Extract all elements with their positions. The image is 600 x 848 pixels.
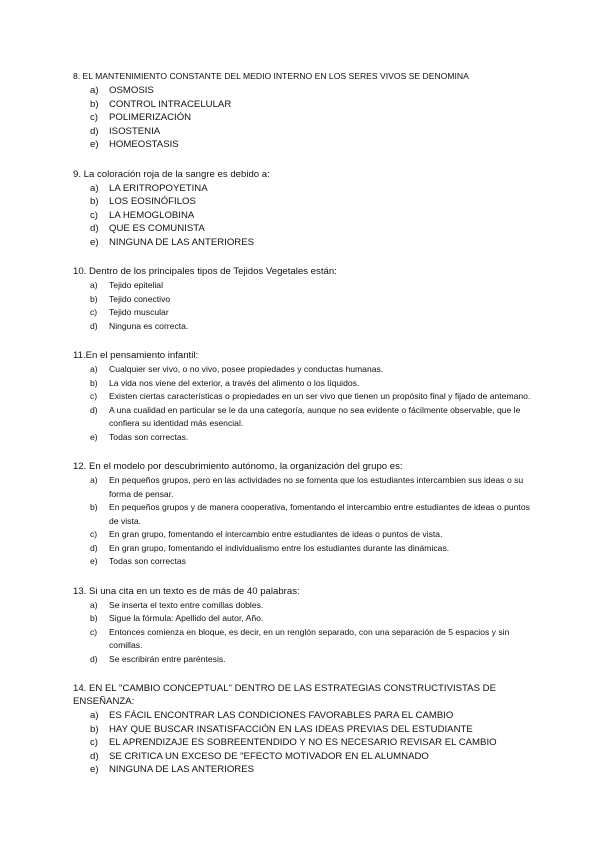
option-item <box>73 195 533 209</box>
option-letter: c) <box>90 307 98 317</box>
option-letter: a) <box>90 280 98 290</box>
option-letter: b) <box>90 613 98 623</box>
question-12 <box>73 460 533 569</box>
question-14 <box>73 682 533 777</box>
option-text: LA HEMOGLOBINA <box>109 209 195 221</box>
question-10 <box>73 265 533 333</box>
option-item <box>73 236 533 250</box>
option-letter: d) <box>90 223 99 234</box>
option-item <box>73 279 533 293</box>
option-text: NINGUNA DE LAS ANTERIORES <box>109 764 255 775</box>
option-item <box>73 306 533 320</box>
option-letter: b) <box>90 377 98 388</box>
option-letter: c) <box>90 209 98 221</box>
option-list <box>73 84 533 152</box>
question-13 <box>73 585 533 667</box>
option-letter: d) <box>90 404 98 415</box>
option-text: HOMEOSTASIS <box>109 139 179 150</box>
option-text: Se escribirán entre paréntesis. <box>109 653 226 664</box>
option-list <box>73 599 533 667</box>
option-text: SE CRITICA UN EXCESO DE "EFECTO MOTIVADOR EN EL ALUMNADO <box>109 750 429 762</box>
option-letter: a) <box>90 364 98 374</box>
option-text: LA ERITROPOYETINA <box>109 182 208 194</box>
question-title: 10. Dentro de los principales tipos de Tejidos Vegetales están: <box>73 266 337 277</box>
option-letter: b) <box>90 293 98 304</box>
option-item <box>73 431 533 445</box>
option-text: POLIMERIZACIÓN <box>109 112 192 123</box>
question-title: 9. La coloración roja de la sangre es debido a: <box>73 168 270 180</box>
option-letter: c) <box>90 391 98 401</box>
option-letter: e) <box>90 556 98 566</box>
option-text: Tejido epitelial <box>109 280 163 290</box>
question-8 <box>73 70 533 152</box>
option-text: LOS EOSINÓFILOS <box>109 196 196 207</box>
option-item <box>73 626 533 653</box>
option-text: Cualquier ser vivo, o no vivo, posee propiedades y conductas humanas. <box>109 364 384 374</box>
option-text: ES FÁCIL ENCONTRAR LAS CONDICIONES FAVORABLES PARA EL CAMBIO <box>109 710 454 721</box>
option-text: Se inserta el texto entre comillas dobles. <box>109 599 264 610</box>
option-item <box>73 182 533 196</box>
question-title: 14. EN EL "CAMBIO CONCEPTUAL" DENTRO DE LAS ESTRATEGIAS CONSTRUCTIVISTAS DE ENSEÑANZA: <box>73 683 496 707</box>
option-item <box>73 542 533 556</box>
option-list <box>73 363 533 444</box>
option-text: En gran grupo, fomentando el individualismo entre los estudiantes durante las dinámicas. <box>109 542 450 553</box>
question-title: 11.En el pensamiento infantil: <box>73 350 199 361</box>
question-title: 13. Si una cita en un texto es de más de 40 palabras: <box>73 585 300 597</box>
exam-page <box>73 70 533 793</box>
option-text: En pequeños grupos, pero en las actividades no se fomenta que los estudiantes intercambien sus ideas o su forma de pensar. <box>109 475 524 499</box>
option-item <box>73 390 533 404</box>
question-title: 12. En el modelo por descubrimiento autónomo, la organización del grupo es: <box>73 461 403 472</box>
option-letter: d) <box>90 320 98 331</box>
option-letter: d) <box>90 125 99 137</box>
option-item <box>73 723 533 737</box>
option-item <box>73 763 533 777</box>
question-9 <box>73 168 533 250</box>
option-text: Todas son correctas. <box>109 431 189 442</box>
option-item <box>73 209 533 223</box>
option-letter: b) <box>90 196 99 207</box>
question-11 <box>73 349 533 444</box>
option-text: EL APRENDIZAJE ES SOBREENTENDIDO Y NO ES NECESARIO REVISAR EL CAMBIO <box>109 737 497 748</box>
option-item <box>73 474 533 501</box>
option-item <box>73 750 533 764</box>
option-text: A una cualidad en particular se le da una categoría, aunque no sea evidente o fácilmente observable, que le confiera su identidad más esencial. <box>109 404 521 428</box>
option-letter: e) <box>90 236 99 248</box>
option-text: En pequeños grupos y de manera cooperativa, fomentando el intercambio entre estudiantes de ideas o puntos de vista. <box>109 502 530 526</box>
question-title: 8. EL MANTENIMIENTO CONSTANTE DEL MEDIO INTERNO EN LOS SERES VIVOS SE DENOMINA <box>73 71 469 81</box>
option-letter: c) <box>90 112 98 123</box>
option-letter: a) <box>90 85 99 96</box>
option-letter: a) <box>90 475 98 485</box>
option-item <box>73 404 533 431</box>
option-letter: b) <box>90 723 99 735</box>
option-item <box>73 363 533 377</box>
option-letter: a) <box>90 182 99 194</box>
option-text: Tejido conectivo <box>109 293 171 304</box>
option-text: Existen ciertas características o propiedades en un ser vivo que tienen un propósito final y fijado de antemano. <box>109 391 531 401</box>
option-text: En gran grupo, fomentando el intercambio entre estudiantes de ideas o puntos de vista. <box>109 529 443 539</box>
option-text: Sigue la fórmula: Apellido del autor, Año. <box>109 613 264 623</box>
option-text: CONTROL INTRACELULAR <box>109 98 232 110</box>
option-item <box>73 138 533 152</box>
option-item <box>73 736 533 750</box>
option-item <box>73 125 533 139</box>
option-text: Ninguna es correcta. <box>109 320 189 331</box>
option-item <box>73 111 533 125</box>
option-item <box>73 528 533 542</box>
option-item <box>73 320 533 334</box>
option-item <box>73 501 533 528</box>
option-list <box>73 709 533 777</box>
option-text: La vida nos viene del exterior, a través del alimento o los líquidos. <box>109 377 360 388</box>
option-letter: a) <box>90 599 98 610</box>
option-text: OSMOSIS <box>109 85 154 96</box>
option-text: Todas son correctas <box>109 556 186 566</box>
option-text: Tejido muscular <box>109 307 169 317</box>
option-letter: d) <box>90 542 98 553</box>
option-text: Entonces comienza en bloque, es decir, en un renglón separado, con una separación de 5 espacios y sin comillas. <box>109 626 510 650</box>
option-item <box>73 653 533 667</box>
option-item <box>73 612 533 626</box>
option-text: NINGUNA DE LAS ANTERIORES <box>109 236 255 248</box>
option-letter: e) <box>90 431 98 442</box>
option-item <box>73 293 533 307</box>
option-item <box>73 84 533 98</box>
option-item <box>73 377 533 391</box>
option-list <box>73 474 533 569</box>
option-letter: c) <box>90 529 98 539</box>
option-list <box>73 182 533 250</box>
option-list <box>73 279 533 333</box>
option-letter: b) <box>90 98 99 110</box>
option-text: HAY QUE BUSCAR INSATISFACCIÓN EN LAS IDEAS PREVIAS DEL ESTUDIANTE <box>109 723 473 735</box>
option-item <box>73 599 533 613</box>
option-letter: e) <box>90 139 99 150</box>
option-letter: c) <box>90 626 98 637</box>
option-text: QUE ES COMUNISTA <box>109 223 205 234</box>
option-letter: b) <box>90 502 98 512</box>
option-letter: a) <box>90 710 99 721</box>
option-item <box>73 709 533 723</box>
option-letter: d) <box>90 750 99 762</box>
option-letter: d) <box>90 653 98 664</box>
option-text: ISOSTENIA <box>109 125 161 137</box>
option-letter: e) <box>90 764 99 775</box>
option-letter: c) <box>90 737 98 748</box>
option-item <box>73 555 533 569</box>
option-item <box>73 222 533 236</box>
option-item <box>73 98 533 112</box>
